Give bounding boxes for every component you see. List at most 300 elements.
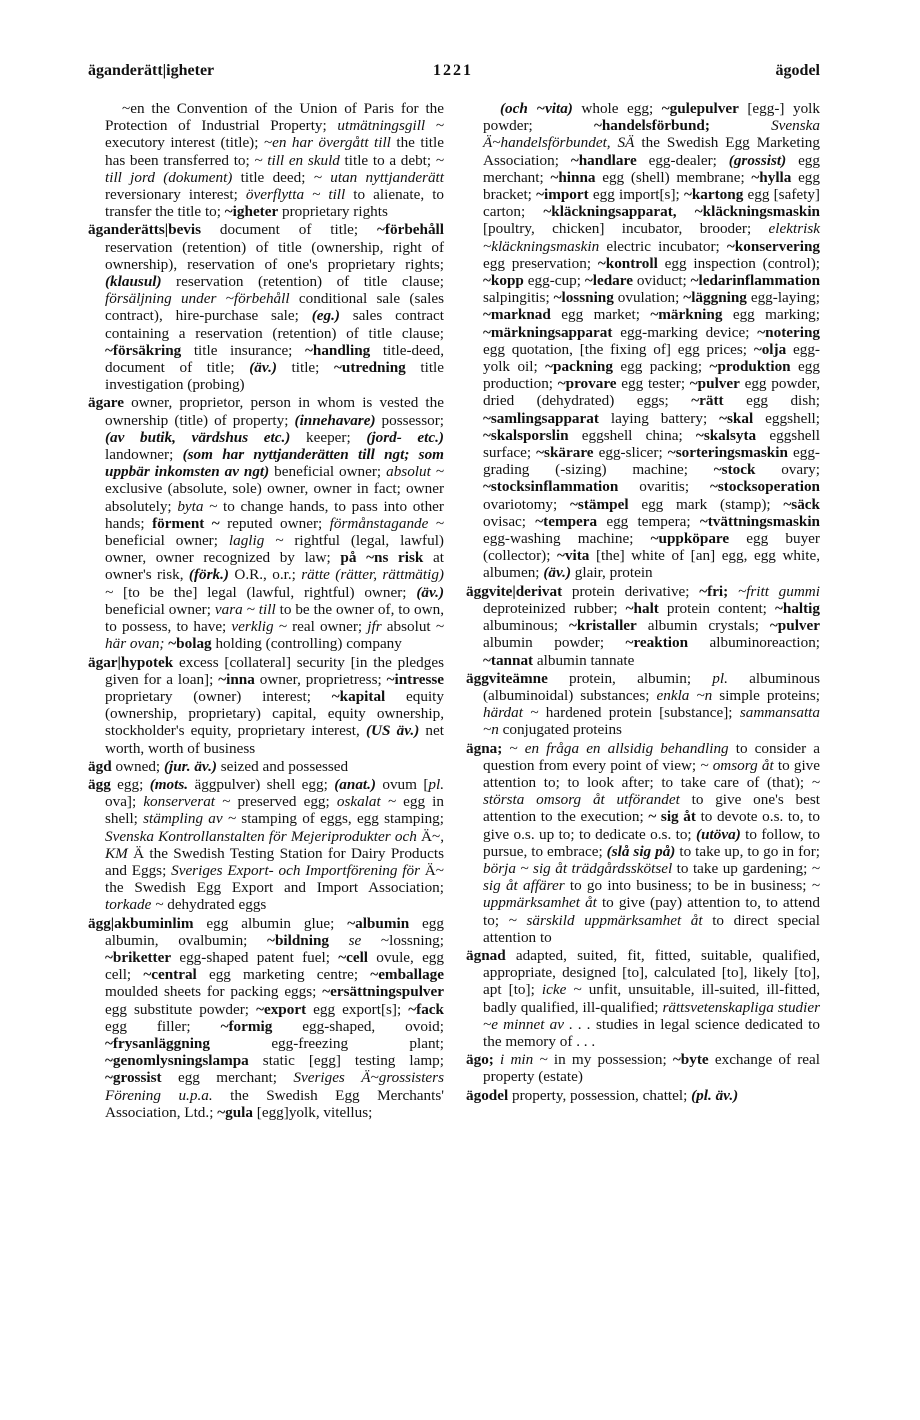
headword: ägna; [466, 739, 503, 757]
entry-text: ~packning [545, 358, 613, 376]
entry-text: ~stock [713, 461, 756, 479]
entry-text: to give attention to; to look after; to take care of (that); [483, 756, 820, 791]
entry-text: ~kopp [483, 272, 524, 290]
entry-text: protein, albumin; [547, 669, 713, 687]
entry-text: beneficial owner; [269, 463, 387, 481]
entry-text: (eg.) [311, 307, 340, 325]
entry-text: albumin powder; [483, 634, 626, 652]
entry-text: to give one's best attention to the execution; [483, 791, 820, 826]
entry-text: ~bildning [267, 931, 329, 949]
entry-text: vara ~ till [214, 600, 276, 618]
entry-text: utmätningsgill ~ [337, 117, 444, 135]
entry-text: albumin crystals; [636, 617, 770, 635]
entry-text: egg inspection (control); [657, 254, 820, 272]
headword: ägare [88, 394, 124, 412]
entry-text: conditional sale (sales contract), hire-purchase sale; [105, 290, 444, 325]
entry-text: konserverat ~ [143, 793, 231, 811]
entry-text: egg-cup; [523, 272, 585, 290]
dictionary-entry [88, 221, 444, 393]
entry-text: (klausul) [105, 273, 162, 291]
entry-text: reservation (retention) of title clause; [161, 273, 444, 291]
entry-text: (och ~vita) [500, 100, 573, 117]
entry-text: egg-shaped, ovoid; [272, 1017, 444, 1035]
headword: ägd [88, 757, 112, 775]
entry-text: beneficial owner; [105, 532, 229, 550]
entry-text: equity (ownership, proprietary) capital, equity ownership, stockholder's equity, proprietary interest, [105, 687, 444, 740]
entry-text: ~briketter [105, 948, 172, 966]
entry-text: börja ~ sig åt trädgårdsskötsel [483, 859, 673, 877]
entry-text: stamping of eggs, egg stamping; [236, 810, 445, 828]
entry-text: ~märkning [650, 306, 723, 324]
entry-text: ~ här ovan; [105, 618, 444, 653]
headword: ägnad [466, 946, 506, 964]
entry-text: holding (controlling) company [211, 635, 402, 653]
entry-text: egg marketing centre; [196, 966, 371, 984]
entry-text: ovaritis; [618, 478, 710, 496]
entry-text: icke ~ [541, 981, 582, 999]
entry-text: eggshell; [753, 409, 820, 427]
entry-text: Svenska Kontrollanstalten för Mejeriprodukter och [105, 827, 417, 845]
entry-text: simple proteins; [712, 686, 820, 704]
entry-text: egg-dealer; [636, 151, 729, 169]
entry-text: ~provare [557, 375, 617, 393]
entry-text [728, 583, 738, 600]
entry-text: egg (shell) membrane; [595, 168, 752, 186]
entry-text: ~ uppmärksamhet åt [483, 877, 820, 912]
entry-text: to direct special attention to [483, 911, 820, 946]
entry-text: the Swedish Egg Merchants' Association, Ltd.; [105, 1086, 444, 1121]
entry-text: to go into business; to be in business; [564, 877, 812, 895]
entry-text: (som har nyttjanderätten till ngt; som uppbär inkomsten av ngt) [105, 446, 444, 481]
entry-text: hardened protein [substance]; [538, 704, 740, 722]
entry-text: egg-laying; [746, 289, 820, 307]
entry-continuation [88, 100, 444, 220]
entry-text: owner, proprietor, person in whom is vested the ownership (title) of property; [105, 394, 444, 429]
entry-text: ~intresse [386, 670, 444, 688]
entry-text: ovule, egg cell; [105, 948, 444, 984]
entry-text: title insurance; [181, 341, 305, 359]
page-header [88, 62, 820, 86]
entry-text: ~skalsporslin [483, 426, 569, 444]
entry-text: egg export[s]; [306, 1000, 409, 1018]
headword: äggvite|derivat [466, 582, 563, 600]
entry-text: egg merchant; [161, 1069, 294, 1087]
entry-text: ~kartong [683, 186, 744, 204]
dictionary-entry [466, 947, 820, 1050]
entry-text: egg filler; [105, 1017, 221, 1035]
entry-text: (mots. [149, 775, 189, 793]
headword: äganderätts|bevis [88, 221, 202, 239]
entry-text: title to a debt; [339, 151, 436, 169]
entry-text: ~albumin [347, 914, 410, 932]
entry-text: ~märkningsapparat [483, 323, 613, 341]
entry-text: ~kontroll [597, 254, 658, 272]
entry-text: ~grossist [105, 1069, 162, 1087]
entry-text: ~uppköpare [650, 530, 730, 548]
entry-text: protein content; [658, 599, 775, 617]
entry-text: egg albumin, ovalbumin; [105, 914, 444, 949]
entry-text: dehydrated eggs [163, 896, 267, 914]
entry-text: ovulation; [613, 289, 684, 307]
entry-text: ~halt [625, 599, 659, 617]
entry-text: ovisac; [483, 512, 536, 530]
entry-text: net worth, worth of business [105, 722, 444, 757]
entry-text: pl. [428, 775, 445, 793]
entry-text: exclusive (absolute, sole) owner, owner in fact; owner absolutely; [105, 480, 444, 515]
entry-text: ~tempera [535, 512, 598, 530]
entry-text: title deed; [232, 168, 314, 186]
entry-text: ~import [536, 186, 589, 204]
entry-text: Ä the Swedish Testing Station for Dairy Products and Eggs; [105, 844, 444, 879]
entry-text: Sveriges Export- och Importförening för [171, 861, 421, 879]
entry-text: preserved egg; [230, 793, 337, 811]
entry-text: rätte (rätter, rättmätig) ~ [105, 566, 444, 601]
entry-text [329, 932, 349, 949]
entry-text: ovary; [755, 461, 820, 479]
entry-text: deproteinized rubber; [483, 599, 626, 617]
entry-text: verklig ~ [231, 618, 287, 636]
entry-text: unfit, unsuitable, ill-suited, ill-fitted, badly qualified, ill-qualified; [483, 981, 821, 1016]
page-number: 1221 [433, 62, 473, 79]
entry-text: ova]; [105, 793, 144, 811]
entry-text: [to be the] legal (lawful, rightful) owner; [113, 583, 417, 601]
entry-text: ~hinna [550, 168, 596, 186]
entry-text: egg packing; [612, 358, 710, 376]
entry-text: ~lossning [553, 289, 614, 307]
entry-text: stämpling av ~ [143, 810, 237, 828]
entry-text: ovariotomy; [483, 495, 571, 513]
entry-text: the Swedish Egg Marketing Association; [483, 134, 820, 169]
entry-text: ~vita [557, 547, 590, 565]
entry-text: ~säck [783, 495, 820, 513]
header-left-guideword: äganderätt|igheter [88, 62, 215, 79]
entry-text: ~ största omsorg åt utförandet [483, 773, 820, 809]
entry-text: possessor; [375, 411, 445, 429]
entry-text: albuminous; [483, 617, 569, 635]
entry-text: ~genomlysningslampa [105, 1052, 249, 1070]
dictionary-entry [88, 654, 444, 757]
entry-text: ~bolag [168, 635, 212, 653]
entry-text: reversionary interest; [105, 186, 246, 204]
entry-text: the title has been transferred to; [105, 134, 444, 169]
entry-text: ~gulepulver [661, 100, 739, 117]
entry-text: absolut ~ [386, 463, 444, 481]
entry-text: at owner's risk, [105, 549, 444, 584]
entry-text: egg quotation, [the fixing of] egg prices; [483, 340, 754, 358]
entry-text: salpingitis; [483, 289, 554, 307]
entry-text: ~frysanläggning [105, 1034, 210, 1052]
entry-text: egg marking; [722, 306, 820, 324]
entry-text: ~formig [220, 1017, 273, 1035]
entry-text: egg production; [483, 358, 820, 393]
entry-text: title investigation (probing) [105, 359, 444, 394]
entry-text: ~handlare [570, 151, 637, 169]
entry-text: byta ~ [177, 497, 218, 515]
entry-text: studies in legal science dedicated to the memory of . . . [483, 1015, 820, 1050]
entry-text: executory interest (title); [105, 134, 264, 152]
entry-text: proprietary (owner) interest; [105, 687, 332, 705]
entry-text: i min ~ [500, 1051, 548, 1069]
entry-text: (US äv.) [365, 722, 420, 740]
entry-text: ~produktion [709, 358, 791, 376]
entry-text: ~pulver [769, 617, 820, 635]
entry-text: [egg]yolk, vitellus; [252, 1103, 373, 1121]
entry-text: härdat ~ [483, 704, 539, 722]
entry-text: på ~ns risk [340, 549, 424, 567]
entry-text: Svenska Ä~handelsförbundet, SÄ [483, 117, 820, 152]
entry-text: sammansatta ~n [483, 704, 820, 739]
entry-text: to take up, to go in for; [675, 842, 821, 860]
dictionary-entry [466, 740, 820, 946]
entry-text [710, 117, 771, 134]
entry-text: enkla ~n [656, 686, 713, 704]
entry-text: egg substitute powder; [105, 1000, 257, 1018]
entry-text: ~fack [408, 1000, 444, 1018]
entry-text: ~ utan nyttjanderätt [313, 168, 444, 186]
entry-text: landowner; [105, 446, 183, 464]
entry-text: förmånstagande ~ [329, 514, 445, 532]
entry-text: pl. [712, 669, 728, 687]
entry-text: ~ till en skuld [254, 151, 340, 169]
entry-text: ~förbehåll [377, 221, 444, 239]
entry-text: sales contract containing a reservation (retention) of title clause; [105, 307, 444, 342]
entry-text: (äv.) [416, 583, 444, 601]
entry-text: oviduct; [632, 272, 691, 290]
entry-text: ~gula [217, 1103, 253, 1121]
entry-text: egg market; [550, 306, 651, 324]
entry-text: ~konservering [726, 237, 820, 255]
entry-text: electric incubator; [599, 237, 727, 255]
entry-text: egg preservation; [483, 254, 598, 272]
entry-text: Ä~ the Swedish Egg Export and Import Association; [105, 861, 444, 897]
entry-text: reputed owner; [219, 514, 330, 532]
entry-text: ~ en fråga en allsidig behandling [509, 739, 729, 757]
entry-text: exchange of real property (estate) [483, 1051, 821, 1086]
entry-text: ~ till jord (dokument) [105, 151, 444, 186]
headword: ägar|hypotek [88, 653, 174, 671]
entry-text: rightful (legal, lawful) owner, owner recognized by law; [105, 532, 444, 567]
entry-text: egg-marking device; [612, 323, 758, 341]
entry-text: förment ~ [152, 514, 220, 532]
entry-text: to consider a question from every point of view; [483, 739, 820, 774]
entry-text: glair, protein [571, 564, 653, 582]
entry-text: document of title; [201, 221, 378, 239]
entry-text: ~försäkring [105, 341, 182, 359]
dictionary-entry [466, 1051, 820, 1085]
entry-text: (av butik, värdshus etc.) [105, 428, 291, 446]
entry-text: ovum [ [375, 775, 429, 793]
entry-text: ~ sig åt affärer [483, 859, 820, 895]
entry-text: (pl. äv.) [691, 1086, 739, 1104]
entry-text: conjugated proteins [498, 721, 622, 739]
entry-text: to give (pay) attention to, to attend to; [483, 894, 820, 929]
entry-text: proprietary rights [278, 203, 388, 221]
entry-text: ~en har övergått till [263, 134, 391, 152]
entry-text: title; [276, 359, 334, 377]
entry-text: egg mark (stamp); [628, 495, 784, 513]
entry-text: reservation (retention) of title (ownership, right of ownership), reservation of one's proprietary rights; [105, 238, 444, 273]
entry-text: to change hands, to pass into other hands; [105, 497, 444, 532]
dictionary-entry [466, 670, 820, 739]
entry-text: KM [105, 844, 128, 862]
entry-text: elektrisk ~kläckningsmaskin [483, 220, 820, 255]
entry-text: (förk.) [188, 566, 229, 584]
entry-text: to be the owner of, to own, to possess, to have; [105, 600, 444, 636]
entry-text: (äv.) [249, 359, 277, 377]
entry-text: ~ledarinflammation [690, 272, 821, 290]
entry-text: ~fritt gummi [737, 582, 820, 600]
entry-text: keeper; [290, 428, 367, 446]
entry-text: oskalat ~ [336, 793, 397, 811]
entry-text: se [348, 931, 362, 949]
entry-text: absolut [381, 618, 436, 636]
entry-text: ~sorteringsmaskin [667, 444, 788, 462]
dictionary-entry [88, 758, 444, 775]
entry-text: [the] white of [an] egg, egg white, albumen; [483, 547, 820, 582]
entry-text: ~export [256, 1000, 307, 1018]
entry-text: ~handelsförbund; [593, 117, 710, 135]
dictionary-entry [466, 583, 820, 669]
headword: ägo; [466, 1051, 494, 1069]
entry-text: egg-washing machine; [483, 530, 651, 548]
dictionary-entry [88, 776, 444, 914]
left-column [88, 100, 444, 1122]
entry-text: (slå sig på) [606, 842, 676, 860]
entry-text: egg dish; [723, 392, 820, 410]
entry-text: ~marknad [483, 306, 551, 324]
entry-text: äggpulver) shell egg; [188, 775, 335, 793]
entry-text: owner, proprietress; [254, 670, 387, 688]
entry-text: (innehavare) [294, 411, 376, 429]
entry-text: (utöva) [696, 825, 741, 843]
entry-text: (jord- etc.) [366, 428, 444, 446]
dictionary-entry [88, 915, 444, 1121]
entry-text: egg tester; [616, 375, 690, 393]
entry-text: ~skalsyta [695, 426, 757, 444]
entry-text: egg-yolk oil; [483, 340, 820, 376]
entry-text: ~skärare [536, 444, 594, 462]
entry-text: ~ sig åt [648, 808, 696, 826]
entry-text: ~ledare [584, 272, 633, 290]
entry-text: in my possession; [547, 1051, 673, 1069]
entry-text: ~olja [753, 340, 787, 358]
entry-text: egg-slicer; [593, 444, 668, 462]
dictionary-entry [466, 1087, 820, 1104]
entry-text: egg merchant; [483, 151, 820, 186]
entry-text: ~central [143, 966, 197, 984]
entry-text: static [egg] testing lamp; [248, 1052, 444, 1070]
entry-text: egg buyer (collector); [483, 530, 820, 565]
header-right-guideword: ägodel [775, 62, 820, 79]
headword: ägg|akbuminlim [88, 914, 194, 932]
entry-text: protein derivative; [562, 582, 700, 600]
headword: ägg [88, 775, 111, 793]
entry-text: egg-freezing plant; [209, 1034, 444, 1052]
entry-text: whole egg; [572, 100, 662, 117]
entry-text: egg bracket; [483, 168, 820, 204]
entry-text: ~kapital [331, 687, 386, 705]
dictionary-entry [88, 394, 444, 652]
entry-text: ~byte [672, 1051, 709, 1069]
entry-text: överflytta ~ till [245, 186, 346, 204]
entry-text: ~utredning [334, 359, 406, 377]
entry-text: egg [safety] carton; [483, 186, 820, 221]
entry-text: to follow, to pursue, to embrace; [483, 825, 820, 860]
entry-text: egg import[s]; [588, 186, 684, 204]
entry-text: ~reaktion [625, 634, 689, 652]
entry-text: ~notering [757, 323, 820, 341]
entry-text: (grossist) [728, 151, 787, 169]
entry-text: laying battery; [598, 409, 720, 427]
entry-text: (anat.) [334, 775, 376, 793]
entry-text: ~handling [304, 341, 371, 359]
entry-text: title-deed, document of title; [105, 341, 444, 377]
entry-text: egg-grading (-sizing) machine; [483, 444, 820, 479]
entry-text: ~igheter [224, 203, 279, 221]
entry-text: eggshell china; [568, 426, 696, 444]
entry-text: egg; [110, 775, 150, 793]
entry-text: jfr [367, 618, 382, 636]
entry-text: (jur. äv.) [163, 757, 217, 775]
entry-text: to take up gardening; [672, 859, 812, 877]
entry-text: ~hylla [751, 168, 792, 186]
entry-continuation [466, 100, 820, 582]
entry-text: ~läggning [683, 289, 747, 307]
entry-text: ~lossning; [361, 931, 444, 949]
entry-text: adapted, suited, fit, fitted, suitable, qualified, appropriate, designed [to], calculated [to], likely [to], apt [to]; [483, 946, 820, 999]
entry-text: albuminoreaction; [688, 634, 821, 652]
entry-text: real owner; [286, 618, 368, 636]
entry-text: ~emballage [370, 966, 444, 984]
entry-text: ~samlingsapparat [483, 409, 599, 427]
entry-text: ~cell [338, 948, 369, 966]
entry-text: ~tvättningsmaskin [699, 512, 820, 530]
entry-text: seized and possessed [216, 757, 349, 775]
entry-text: ~rätt [691, 392, 724, 410]
entry-text: the Convention of the Union of Paris for the Protection of Industrial Property; [105, 100, 444, 135]
entry-text: ~pulver [689, 375, 740, 393]
entry-text: to alienate, to transfer the title to; [105, 186, 445, 221]
entry-text: (äv.) [543, 564, 571, 582]
entry-text: ~ omsorg åt [700, 756, 774, 774]
entry-text: O.R., o.r.; [229, 566, 302, 584]
entry-text: ~skal [719, 409, 754, 427]
entry-text: ~stocksoperation [710, 478, 820, 496]
entry-text: excess [collateral] security [in the pledges given for a loan]; [105, 653, 444, 688]
entry-text: Ä~, [416, 827, 445, 845]
entry-text: egg tempera; [597, 512, 700, 530]
entry-text: egg in shell; [105, 793, 444, 828]
entry-text: ~ särskild uppmärksamhet åt [508, 911, 703, 929]
entry-text: egg-shaped patent fuel; [171, 948, 339, 966]
entry-text: ~stocksinflammation [483, 478, 619, 496]
entry-text: property, possession, chattel; [508, 1086, 692, 1104]
entry-text: [poultry, chicken] incubator, brooder; [483, 220, 769, 238]
entry-text: egg powder, dried (dehydrated) eggs; [483, 375, 820, 410]
entry-text: laglig ~ [228, 532, 284, 550]
entry-text: torkade ~ [105, 896, 164, 914]
right-column [466, 100, 820, 1105]
entry-text: beneficial owner; [105, 600, 215, 618]
entry-text: ~ersättningspulver [322, 983, 444, 1001]
entry-text: ~inna [218, 670, 255, 688]
entry-text: rättsvetenskapliga studier ~e minnet av . . . [483, 998, 821, 1033]
entry-text: owned; [111, 757, 164, 775]
entry-text: ~kristaller [569, 617, 637, 635]
entry-text: egg albumin glue; [193, 914, 348, 932]
entry-text: albuminous (albuminoidal) substances; [483, 669, 821, 704]
entry-text: albumin tannate [533, 651, 635, 669]
